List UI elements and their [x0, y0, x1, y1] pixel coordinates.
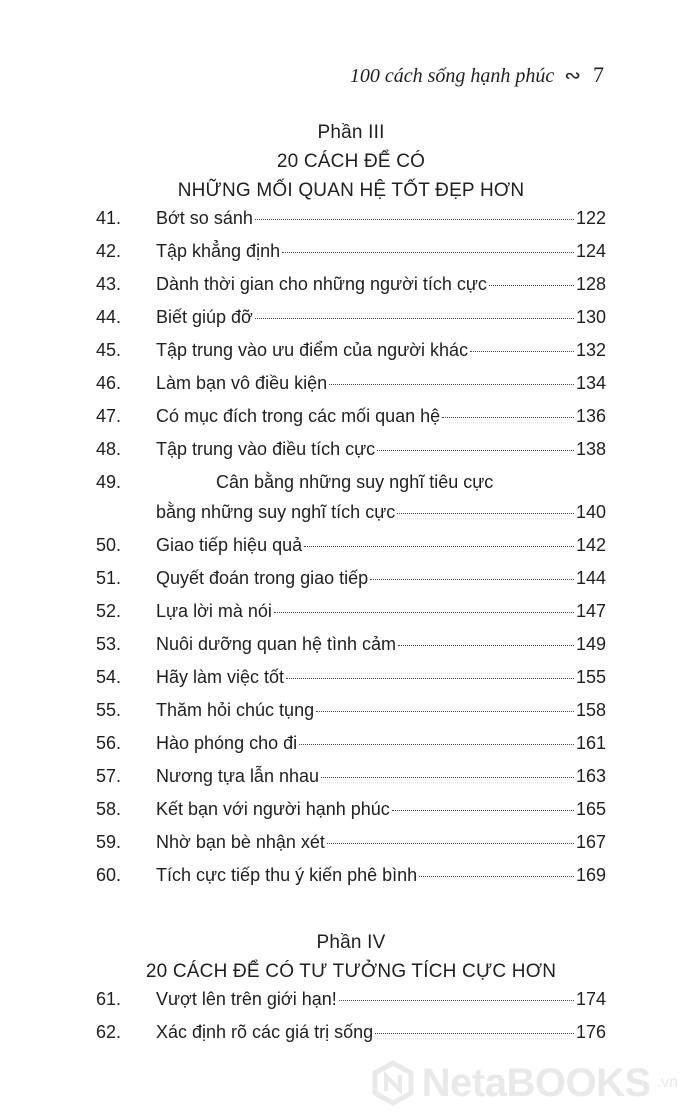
toc-entry [96, 208, 606, 241]
entry-number: 51. [96, 568, 122, 588]
book-title: 100 cách sống hạnh phúc [349, 65, 555, 87]
entry-page: 122 [575, 208, 606, 228]
dot-leader [255, 219, 574, 220]
dot-leader [255, 318, 574, 319]
dot-leader [304, 546, 574, 547]
entry-title: Thăm hỏi chúc tụng [156, 700, 315, 720]
entry-title: Tập khẳng định [156, 241, 281, 261]
toc-entry [96, 535, 606, 568]
entry-page: 158 [575, 700, 606, 720]
entry-title: Cân bằng những suy nghĩ tiêu cực [216, 472, 494, 492]
entry-number: 62. [96, 1022, 122, 1042]
entry-page: 161 [575, 733, 606, 753]
entry-page: 142 [575, 535, 606, 555]
dot-leader [327, 843, 574, 844]
entry-title: Có mục đích trong các mối quan hệ [156, 406, 441, 426]
entry-title: Vượt lên trên giới hạn! [156, 989, 337, 1009]
entry-page: 130 [575, 307, 606, 327]
dot-leader [299, 744, 574, 745]
entry-title: Tích cực tiếp thu ý kiến phê bình [156, 865, 418, 885]
entry-number: 54. [96, 667, 122, 687]
entry-number: 50. [96, 535, 122, 555]
dot-leader [316, 711, 574, 712]
ornament-icon: ∾ [564, 65, 581, 87]
entry-number: 60. [96, 865, 122, 885]
toc-entry [96, 733, 606, 766]
toc-entry [96, 241, 606, 274]
entry-number: 49. [96, 472, 122, 492]
entry-number: 59. [96, 832, 122, 852]
part4-heading-block [96, 928, 606, 986]
toc-entry [96, 989, 606, 1022]
toc-entry [96, 667, 606, 700]
running-head [350, 62, 604, 88]
watermark [370, 1060, 678, 1106]
entry-number: 56. [96, 733, 122, 753]
entry-number: 53. [96, 634, 122, 654]
entry-number: 45. [96, 340, 122, 360]
dot-leader [370, 579, 574, 580]
entry-title: Nương tựa lẫn nhau [156, 766, 320, 786]
page-number: 7 [593, 62, 604, 87]
entry-title: Tập trung vào ưu điểm của người khác [156, 340, 469, 360]
entry-title: Biết giúp đỡ [156, 307, 253, 327]
watermark-suffix: .vn [656, 1074, 678, 1091]
toc-entry [96, 1022, 606, 1055]
entry-page: 165 [575, 799, 606, 819]
entry-title: Hãy làm việc tốt [156, 667, 285, 687]
part3-heading-block [96, 118, 606, 205]
toc-entry [96, 439, 606, 472]
dot-leader [339, 1000, 574, 1001]
entry-title: Lựa lời mà nói [156, 601, 272, 621]
entry-number: 58. [96, 799, 122, 819]
entry-title: Dành thời gian cho những người tích cực [156, 274, 487, 294]
entry-page: 136 [575, 406, 606, 426]
entry-page: 155 [575, 667, 606, 687]
entry-page: 147 [575, 601, 606, 621]
toc-entry [96, 307, 606, 340]
entry-page: 140 [575, 502, 606, 522]
entry-title: Nhờ bạn bè nhận xét [156, 832, 325, 852]
dot-leader [419, 876, 574, 877]
toc-entry [96, 406, 606, 439]
entry-title-continued: bằng những suy nghĩ tích cực [156, 502, 396, 522]
entry-number: 46. [96, 373, 122, 393]
entry-page: 169 [575, 865, 606, 885]
entry-number: 43. [96, 274, 122, 294]
entry-title: Quyết đoán trong giao tiếp [156, 568, 369, 588]
toc-entry [96, 568, 606, 601]
entry-number: 52. [96, 601, 122, 621]
dot-leader [377, 450, 574, 451]
entry-page: 174 [575, 989, 606, 1009]
part3-subtitle-line2: NHỮNG MỐI QUAN HỆ TỐT ĐẸP HƠN [177, 180, 525, 201]
part3-toc [96, 208, 606, 898]
dot-leader [329, 384, 574, 385]
watermark-brand: NetaBOOKS [421, 1060, 651, 1105]
toc-entry [96, 700, 606, 733]
entry-number: 57. [96, 766, 122, 786]
toc-entry [96, 373, 606, 406]
part4-subtitle-line1: 20 CÁCH ĐỂ CÓ TƯ TƯỞNG TÍCH CỰC HƠN [145, 961, 557, 982]
toc-entry [96, 472, 606, 502]
entry-page: 124 [575, 241, 606, 261]
dot-leader [321, 777, 574, 778]
entry-title: Hào phóng cho đi [156, 733, 298, 753]
entry-page: 138 [575, 439, 606, 459]
part4-heading: Phần IV [316, 932, 386, 953]
entry-page: 176 [575, 1022, 606, 1042]
entry-number: 55. [96, 700, 122, 720]
dot-leader [286, 678, 574, 679]
entry-page: 134 [575, 373, 606, 393]
toc-entry [96, 634, 606, 667]
toc-entry [96, 274, 606, 307]
entry-number: 48. [96, 439, 122, 459]
part4-toc [96, 989, 606, 1055]
entry-number: 44. [96, 307, 122, 327]
entry-title: Kết bạn với người hạnh phúc [156, 799, 390, 819]
dot-leader [375, 1033, 574, 1034]
entry-number: 41. [96, 208, 122, 228]
toc-entry [96, 601, 606, 634]
entry-title: Làm bạn vô điều kiện [156, 373, 328, 393]
toc-entry-continuation [96, 502, 606, 535]
toc-entry [96, 766, 606, 799]
toc-entry [96, 832, 606, 865]
entry-number: 42. [96, 241, 122, 261]
part3-heading: Phần III [317, 122, 385, 143]
entry-page: 149 [575, 634, 606, 654]
toc-entry [96, 340, 606, 373]
entry-title: Bớt so sánh [156, 208, 253, 228]
entry-title: Nuôi dưỡng quan hệ tình cảm [156, 634, 397, 654]
entry-page: 128 [575, 274, 606, 294]
toc-entry [96, 799, 606, 832]
entry-page: 167 [575, 832, 606, 852]
entry-title: Giao tiếp hiệu quả [156, 535, 303, 555]
dot-leader [282, 252, 574, 253]
entry-page: 163 [575, 766, 606, 786]
dot-leader [274, 612, 574, 613]
entry-page: 132 [575, 340, 606, 360]
entry-number: 47. [96, 406, 122, 426]
dot-leader [442, 417, 574, 418]
dot-leader [392, 810, 574, 811]
part3-subtitle-line1: 20 CÁCH ĐỂ CÓ [276, 151, 426, 172]
entry-title: Tập trung vào điều tích cực [156, 439, 376, 459]
dot-leader [397, 513, 574, 514]
entry-page: 144 [575, 568, 606, 588]
entry-title: Xác định rõ các giá trị sống [156, 1022, 374, 1042]
toc-entry [96, 865, 606, 898]
dot-leader [398, 645, 574, 646]
entry-number: 61. [96, 989, 122, 1009]
dot-leader [489, 285, 574, 286]
dot-leader [470, 351, 574, 352]
n-logo-icon [370, 1060, 416, 1106]
